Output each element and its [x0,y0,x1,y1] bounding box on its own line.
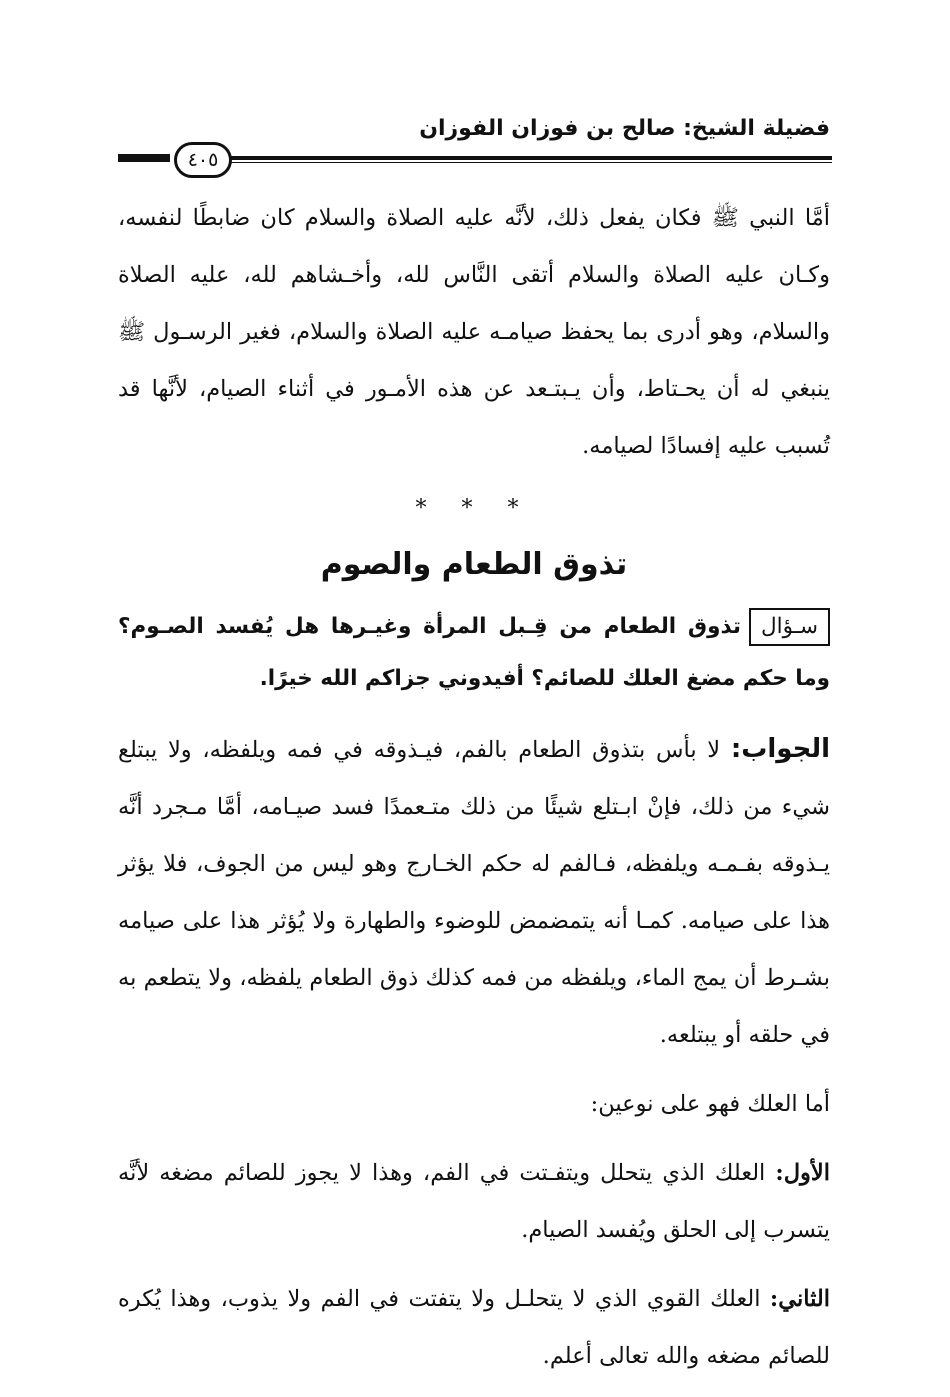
gum-type-second-label: الثاني: [769,1286,830,1312]
page-number: ٤٠٥ [174,142,232,178]
gum-type-first [118,1145,830,1259]
question-block [118,601,830,705]
question-label: سـؤال [749,608,830,646]
header-rule [118,140,832,180]
answer-label: الجواب: [730,734,831,764]
paragraph-prophet: أمَّا النبي ﷺ فكان يفعل ذلك، لأنَّه عليه الصلاة والسلام كان ضابطًا لنفسه، وكـان عليه الصلاة والسلام أتقى النَّاس لله، وأخـشاهم لله، عليه الصلاة والسلام، وهو أدرى بما يحفظ صيامـه عليه الصلاة والسلام، فغير الرسـول ﷺ ينبغي له أن يحـتاط، وأن يـبتـعد عن هذه الأمـور في أثناء الصيام، لأنَّها قد تُسبب عليه إفسادًا لصيامه. [118,205,830,459]
header-rule-thin [230,162,832,163]
gum-type-first-label: الأول: [775,1160,831,1186]
answer-block [118,721,830,1064]
running-title: فضيلة الشيخ: صالح بن فوزان الفوزان [419,116,830,141]
header-rule-short [118,154,170,162]
header-rule-thick [230,156,832,160]
gum-type-first-text: العلك الذي يتحلل ويتفـتت في الفم، وهذا لا يجوز للصائم مضغه لأنَّه يتسرب إلى الحلق ويُفسد الصيام. [118,1160,830,1243]
gum-type-second-text: العلك القوي الذي لا يتحلـل ولا يتفتت في الفم ولا يذوب، وهذا يُكره للصائم مضغه والله تعالى أعلم. [118,1286,830,1369]
question-text: تذوق الطعام من قِـبل المرأة وغيـرها هل يُفسد الصـوم؟ وما حكم مضغ العلك للصائم؟ أفيدوني جزاكم الله خيرًا. [118,614,830,691]
gum-type-second [118,1271,830,1385]
answer-text: لا بأس بتذوق الطعام بالفم، فيـذوقه في فمه ويلفظه، ولا يبتلع شيء من ذلك، فإنْ ابـتلع شيئًا من ذلك متـعمدًا فسد صيـامه، أمَّا مـجرد أنَّه يـذوقه بفـمـه ويلفظه، فـالفم له حكم الخـارج وهو ليس من الجوف، فلا يؤثر هذا على صيامه. كمـا أنه يتمضمض للوضوء والطهارة ولا يُؤثر هذا على صيامه بشـرط أن يمج الماء، ويلفظه من فمه كذلك ذوق الطعام يلفظه، ولا يتطعم به في حلقه أو يبتلعه. [118,737,830,1048]
page-body [118,190,830,1397]
gum-intro: أما العلك فهو على نوعين: [590,1091,830,1117]
section-title: تذوق الطعام والصوم [320,547,628,582]
section-separator: * * * [415,496,533,521]
